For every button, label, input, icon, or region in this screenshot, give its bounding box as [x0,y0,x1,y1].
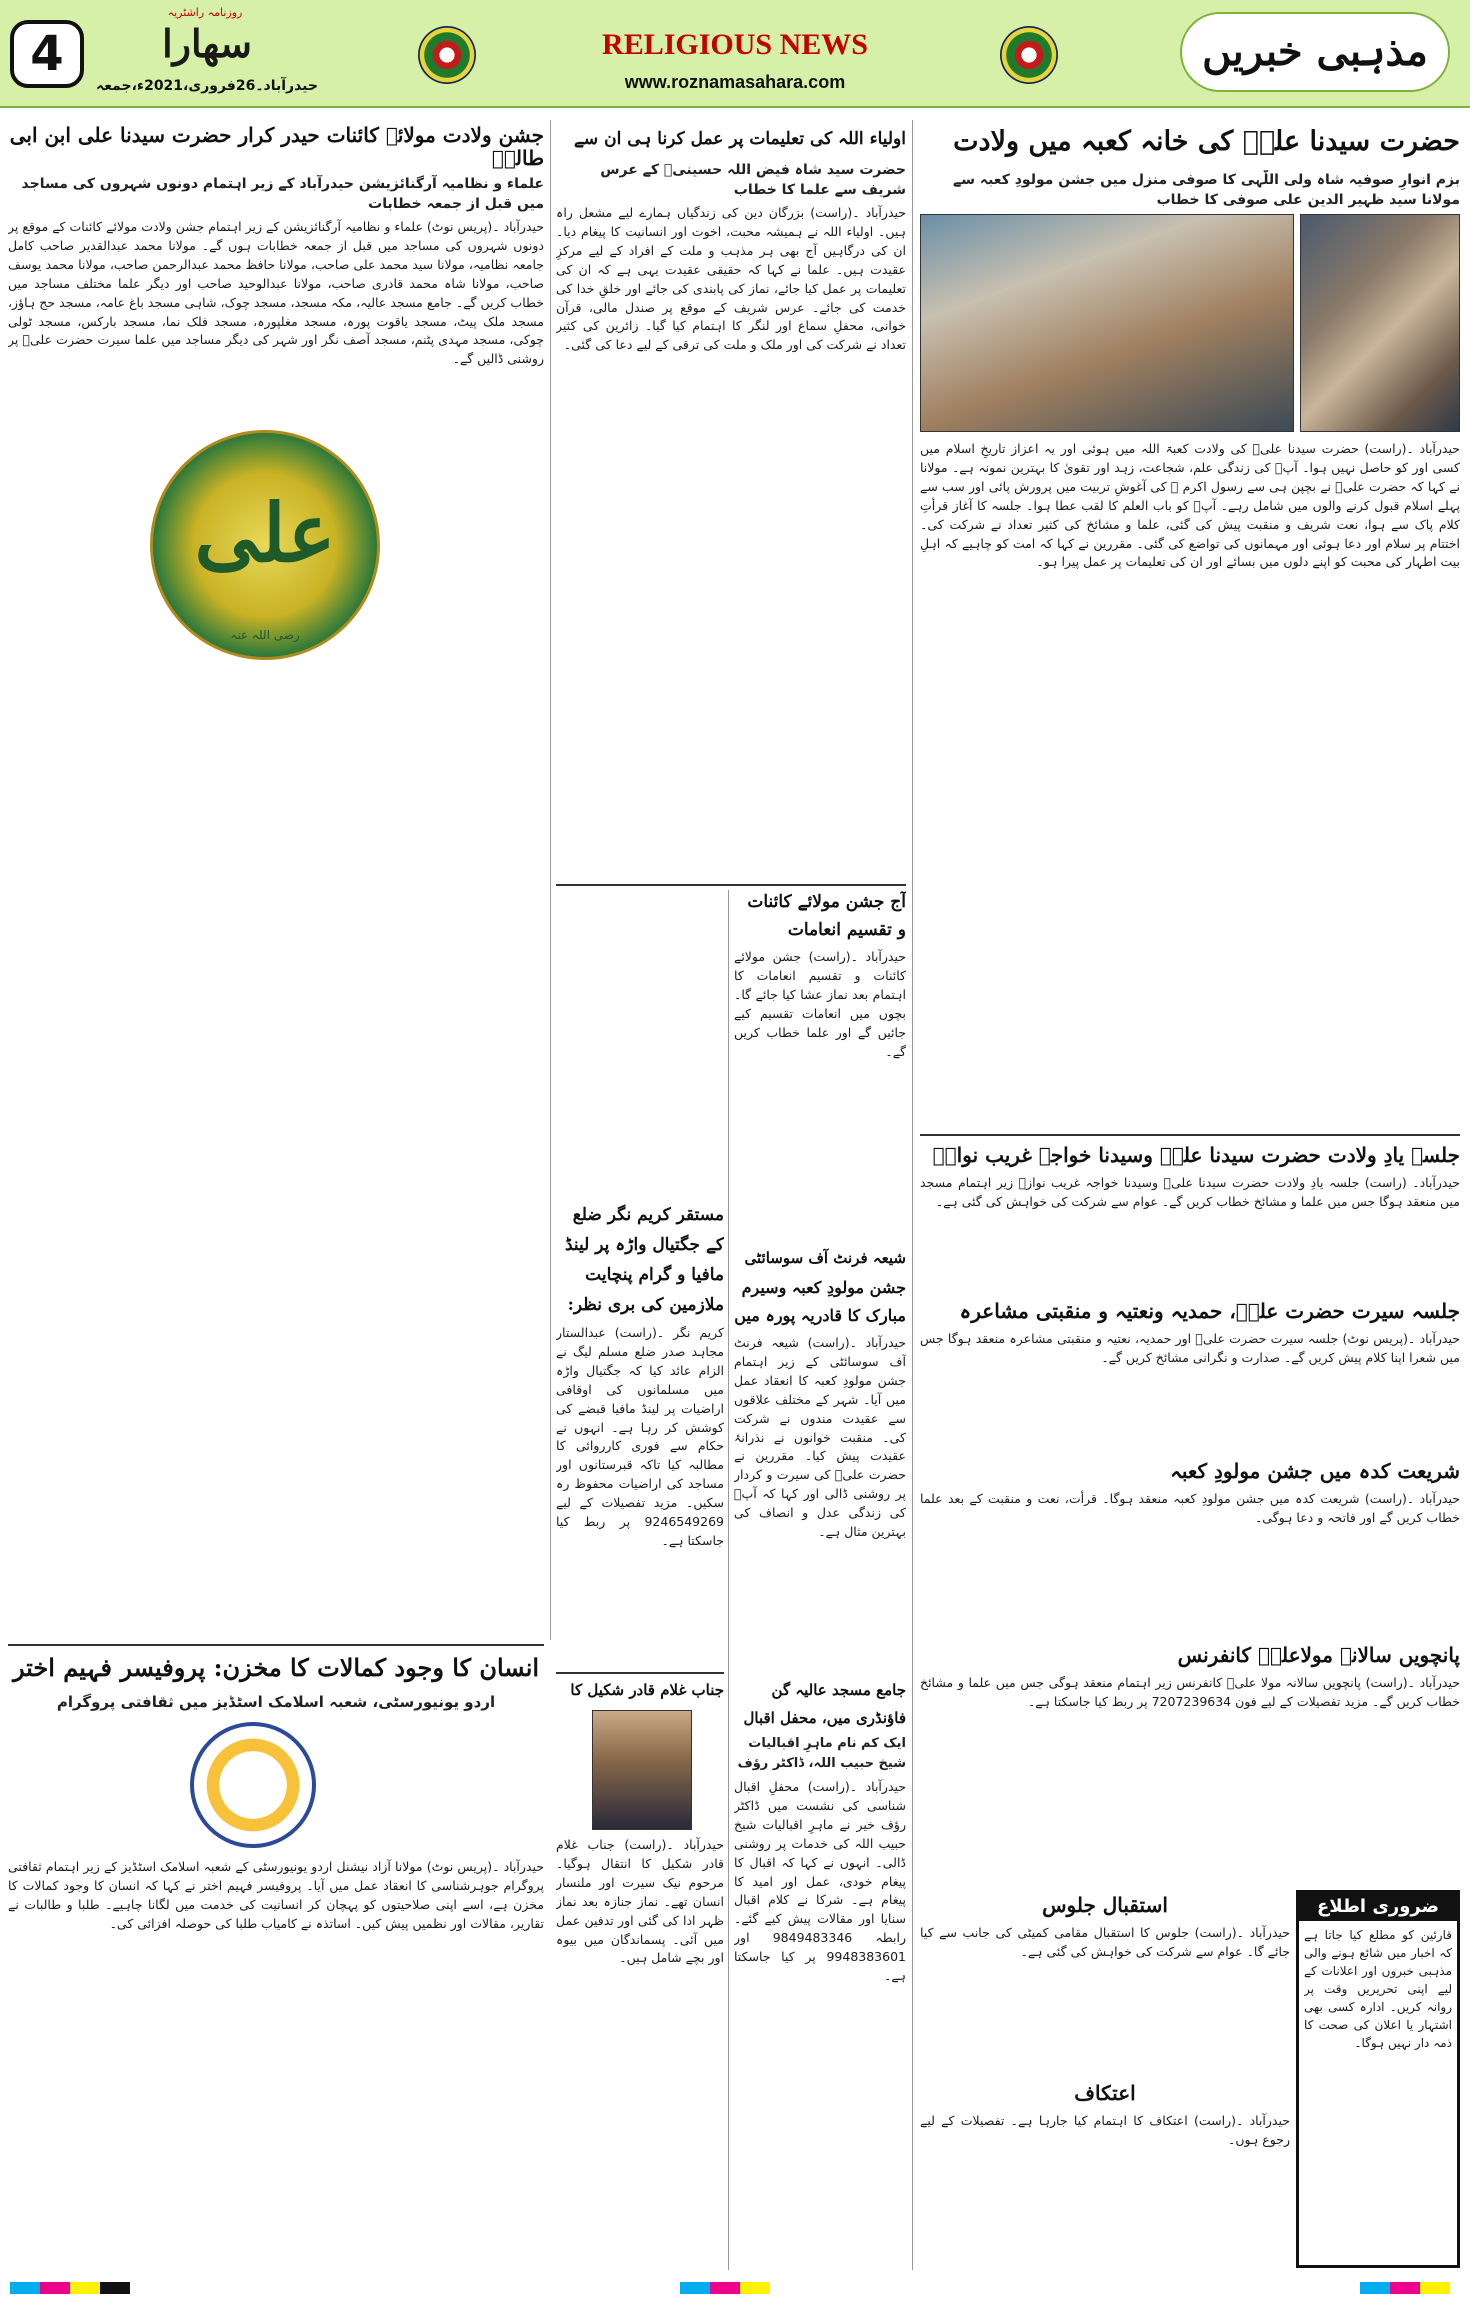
section-title-urdu: مذہبی خبریں [1180,12,1450,92]
left-article-body: حیدرآباد ۔(پریس نوٹ) علماء و نظامیہ آرگنائزیشن کے زیر اہتمام جشن ولادت مولائے کائنات کے موقع پر دونوں شہروں کی مساجد میں قبل از جمعہ خطابات ہوں گے۔ مولانا محمد عبدالقدیر صاحب کامل جامعہ نظامیہ، مولانا سید محمد علی صاحب، مولانا حافظ محمد عبدالرحمن صاحب، مولانا محمد یوسف صاحب، مولانا شاہ محمد قادری صاحب، مولانا عبدالوحید صاحب اور دیگر علما مختلف مساجد میں خطاب کریں گے۔ جامع مسجد عالیہ، مکہ مسجد، مسجد چوک، شاہی مسجد باغ عامہ، مسجد حج ہاؤز، مسجد ملک پیٹ، مسجد یاقوت پورہ، مسجد مغلپورہ، مسجد فلک نما، مسجد بارکس، مسجد ٹولی چوکی، مسجد مہدی پٹنم، مسجد آصف نگر اور شہر کی دیگر مساجد میں علما سیرت حضرت علیؓ پر روشنی ڈالیں گے۔ [8,219,544,367]
middle-headline-3b: جشن مولودِ کعبہ وسیرم مبارک کا قادریہ پورہ میں [734,1278,906,1325]
column-divider [912,120,913,2270]
left-headline: جشن ولادت مولائے کائنات حیدر کرار حضرت سیدنا علی ابن ابی طالبؓ [9,124,544,170]
section-rule [556,884,906,886]
right-subhead: بزم انوارِ صوفیہ شاہ ولی اللّٰہی کا صوفی منزل میں جشن مولودِ کعبہ سے مولانا سید ظہیر الدین علی صوفی کا خطاب [953,172,1460,208]
right-article-body-3: حیدرآباد ۔(پریس نوٹ) جلسہ سیرت حضرت علیؓ اور حمدیہ، نعتیہ و منقبتی مشاعرہ منعقد ہوگا جس میں شعرا اپنا کلام پیش کریں گے۔ صدارت و نگرانی مشائخ کریں گے۔ [920,1331,1460,1365]
middle-headline: اولیاء اللہ کی تعلیمات پر عمل کرنا ہی ان سے [573,129,906,149]
notice-title: ضروری اطلاع [1299,1893,1457,1921]
right-article-body-7: حیدرآباد ۔(راست) اعتکاف کا اہتمام کیا جارہا ہے۔ تفصیلات کے لیے رجوع ہوں۔ [920,2113,1290,2147]
middle-headline-3: شیعہ فرنٹ آف سوسائٹی [744,1249,906,1267]
right-article-body-4: حیدرآباد ۔(راست) شریعت کدہ میں جشن مولودِ کعبہ منعقد ہوگا۔ قرأت، نعت و منقبت کے بعد علما خطاب کریں گے اور فاتحہ و دعا ہوگی۔ [920,1491,1460,1525]
right-headline-5: پانچویں سالانہ مولاعلیؓ کانفرنس [1177,1643,1460,1667]
column-divider [550,120,551,1640]
right-headline: حضرت سیدنا علیؓ کی خانہ کعبہ میں ولادت [953,126,1460,157]
left-subhead-2: اردو یونیورسٹی، شعبہ اسلامک اسٹڈیز میں ثقافتی پروگرام [56,1693,496,1711]
registration-mark [710,2282,740,2294]
right-article-body-2: حیدرآباد۔ (راست) جلسہ یادِ ولادت حضرت سیدنا علیؓ وسیدنا خواجہ غریب نوازؒ زیر اہتمام مسجد میں منعقد ہوگا جس میں علما و مشائخ خطاب کریں گے۔ عوام سے شرکت کی خواہش کی گئی ہے۔ [920,1175,1460,1209]
middle-headline-4: جامع مسجد عالیہ گن فاؤنڈری میں، محفل اقبال [743,1681,906,1727]
speaker-photo [1300,214,1460,432]
middle-article-body-3: حیدرآباد ۔(راست) شیعہ فرنٹ آف سوسائٹی کے زیر اہتمام جشن مولودِ کعبہ کا انعقاد عمل میں آیا۔ شہر کے مختلف علاقوں سے عقیدت مندوں نے شرکت کی۔ منقبت خوانوں نے نذرانۂ عقیدت پیش کیا۔ مقررین نے حضرت علیؓ کی سیرت و کردار پر روشنی ڈالی اور کہا کہ آپؓ کی زندگی عدل و انصاف کی بہترین مثال ہے۔ [734,1335,906,1540]
emblem-left-icon [418,26,476,84]
right-headline-2: جلسہ یادِ ولادت حضرت سیدنا علیؓ وسیدنا خواجہ غریب نوازؒ [932,1143,1460,1167]
right-headline-3: جلسہ سیرت حضرت علیؓ، حمدیہ ونعتیہ و منقبتی مشاعرہ [959,1299,1460,1323]
left-article-body-2: حیدرآباد ۔(پریس نوٹ) مولانا آزاد نیشنل اردو یونیورسٹی کے شعبہ اسلامک اسٹڈیز کے زیر اہتمام ثقافتی پروگرام جوہرشناسی کا انعقاد عمل میں آیا۔ پروفیسر فہیم اختر نے کہا کہ انسان کا وجود کمالات کا مخزن ہے، اسے اپنی صلاحیتوں کو پہچان کر انسانیت کی خدمت میں لگانا چاہیے۔ طلبا و طالبات نے تقاریر، مقالات اور نظمیں پیش کیں۔ اساتذہ نے کامیاب طلبا کی حوصلہ افزائی کی۔ [8,1859,544,1931]
right-article-body-5: حیدرآباد ۔(راست) پانچویں سالانہ مولا علیؓ کانفرنس زیر اہتمام منعقد ہوگی جس میں علما و مشائخ خطاب کریں گے۔ مزید تفصیلات کے لیے فون 7207239634 پر ربط کیا جاسکتا ہے۔ [920,1675,1460,1709]
university-logo-icon [190,1722,316,1848]
middle-article-body-4: حیدرآباد ۔(راست) محفلِ اقبال شناسی کی نشست میں ڈاکٹر رؤف خیر نے ماہرِ اقبالیات شیخ حبیب اللہ کی خدمات پر روشنی ڈالی۔ انہوں نے کہا کہ اقبال کا پیغام خودی، عمل اور امید کا پیغام ہے۔ شرکا نے کلام اقبال سنایا اور مقالات پیش کیے گئے۔ رابطہ 9849483346 اور 9948383601 پر کیا جاسکتا ہے۔ [734,1779,906,1984]
right-headline-6: استقبال جلوس [1042,1893,1168,1917]
registration-mark [40,2282,70,2294]
page-number: 4 [10,20,84,88]
registration-mark [1420,2282,1450,2294]
right-article-body: حیدرآباد ۔(راست) حضرت سیدنا علیؓ کی ولادت کعبۃ اللہ میں ہوئی اور یہ اعزاز تاریخِ اسلام میں کسی اور کو حاصل نہیں ہوا۔ آپؓ کی زندگی علم، شجاعت، زہد اور تقویٰ کا بہترین نمونہ ہے۔ مولانا نے کہا کہ حضرت علیؓ نے بچپن ہی سے رسول اکرم ﷺ کی آغوشِ تربیت میں پرورش پائی اور سب سے پہلے اسلام قبول کرنے والوں میں شامل رہے۔ آپؓ کو باب العلم کا لقب عطا ہوا۔ جلسہ کا آغاز قرأتِ کلام پاک سے ہوا، نعت شریف و منقبت پیش کی گئی، علما و مشائخ کی کثیر تعداد نے شرکت کی۔ اختتام پر سلام اور دعا ہوئی اور مہمانوں کی تواضع کی گئی۔ مقررین نے کہا کہ امت کو چاہیے کہ اہلِ بیت اطہار کی محبت کو اپنے دلوں میں بسائے اور ان کی تعلیمات پر عمل پیرا ہو۔ [920,441,1460,570]
portrait-photo [592,1710,692,1830]
ali-calligraphy-image: علی [150,430,380,660]
right-article-body-6: حیدرآباد ۔(راست) جلوس کا استقبال مقامی کمیٹی کی جانب سے کیا جائے گا۔ عوام سے شرکت کی خواہش کی گئی ہے۔ [920,1925,1290,1959]
center-headline-2: جناب غلام قادر شکیل کا [570,1681,724,1699]
middle-article-body-2: حیدرآباد ۔(راست) جشن مولائے کائنات و تقسیم انعامات کا اہتمام بعد نماز عشا کیا جائے گا۔ بچوں میں انعامات تقسیم کیے جائیں گے اور علما خطاب کریں گے۔ [734,949,906,1059]
gathering-photo [920,214,1294,432]
registration-mark [100,2282,130,2294]
newspaper-brand: سهارا [162,21,252,66]
website-link[interactable]: www.roznamasahara.com [624,72,846,92]
center-headline: مستقر کریم نگر ضلع کے جگتیال واڑہ پر لینڈ مافیا و گرام پنچایت ملازمین کی بری نظر: [565,1205,724,1315]
right-headline-7: اعتکاف [1074,2081,1136,2105]
middle-headline-2: آج جشن مولائے کائنات و تقسیم انعامات [747,892,906,940]
emblem-right-icon [1000,26,1058,84]
dateline: حیدرآباد۔26فروری،2021ء،جمعہ [96,78,318,94]
center-article-body-2: حیدرآباد ۔(راست) جناب غلام قادر شکیل کا انتقال ہوگیا۔ مرحوم نیک سیرت اور ملنسار انسان تھے۔ نماز جنازہ بعد نماز ظہر ادا کی گئی اور تدفین عمل میں آئی۔ پسماندگان میں بیوہ اور بچے شامل ہیں۔ [556,1837,724,1966]
left-article-body-2a [324,1720,544,1860]
registration-mark [10,2282,40,2294]
middle-subhead: حضرت سید شاہ فیض اللہ حسینیؒ کے عرس شریف سے علما کا خطاب [600,162,906,198]
brand-subtitle: روزنامہ راشٹریہ [167,6,243,19]
column-divider [728,890,729,2270]
section-rule [8,1644,544,1646]
right-headline-4: شریعت کدہ میں جشن مولودِ کعبہ [1170,1459,1460,1483]
middle-subhead-4: ایک کم نام ماہرِ اقبالیات شیخ حبیب اللہ، ڈاکٹر رؤف [737,1736,906,1771]
registration-mark [740,2282,770,2294]
section-rule [920,1134,1460,1136]
middle-article-body: حیدرآباد ۔(راست) بزرگان دین کی زندگیاں ہمارے لیے مشعل راہ ہیں۔ اولیاء اللہ نے ہمیشہ محبت، اخوت اور انسانیت کا پیغام دیا۔ ان کی درگاہیں آج بھی ہر مذہب و ملت کے افراد کے لیے مرکزِ عقیدت ہیں۔ علما نے کہا کہ حقیقی عقیدت یہی ہے کہ ان کی تعلیمات پر عمل کیا جائے، نماز کی پابندی کی جائے اور خلقِ خدا کی خدمت کی جائے۔ عرس شریف کے موقع پر صندل مالی، قرآن خوانی، محفلِ سماع اور لنگر کا اہتمام کیا گیا۔ زائرین کی کثیر تعداد نے شرکت کی اور ملک و ملت کی ترقی کے لیے دعا کی گئی۔ [556,205,906,353]
section-title: RELIGIOUS NEWS [602,28,868,61]
notice-body: قارئین کو مطلع کیا جاتا ہے کہ اخبار میں شائع ہونے والی مذہبی خبروں اور اعلانات کے لیے اپنی تحریریں وقت پر روانہ کریں۔ ادارہ کسی بھی اشتہار یا اعلان کی صحت کا ذمہ دار نہیں ہوگا۔ [1304,1928,1452,2050]
registration-mark [680,2282,710,2294]
registration-mark [1360,2282,1390,2294]
left-headline-2: انسان کا وجود کمالات کا مخزن: پروفیسر فہیم اختر [12,1653,540,1682]
center-article-body: کریم نگر ۔(راست) عبدالستار مجاہد صدر ضلع مسلم لیگ نے الزام عائد کیا کہ جگتیال واڑہ میں مسلمانوں کی اوقافی اراضیات پر لینڈ مافیا قبضے کی کوشش کر رہا ہے۔ انہوں نے حکام سے فوری کارروائی کا مطالبہ کیا تاکہ قبرستانوں اور مساجد کی اراضیات محفوظ رہ سکیں۔ مزید تفصیلات کے لیے 9246549269 پر ربط کیا جاسکتا ہے۔ [556,1325,724,1548]
registration-mark [1390,2282,1420,2294]
registration-mark [70,2282,100,2294]
ali-calligraphy-sub: رضی اللہ عنہ [230,628,300,642]
left-subhead: علماء و نظامیہ آرگنائزیشن حیدرآباد کے زیر اہتمام دونوں شہروں کی مساجد میں قبل از جمعہ خطابات [21,176,544,212]
section-rule [556,1672,724,1674]
